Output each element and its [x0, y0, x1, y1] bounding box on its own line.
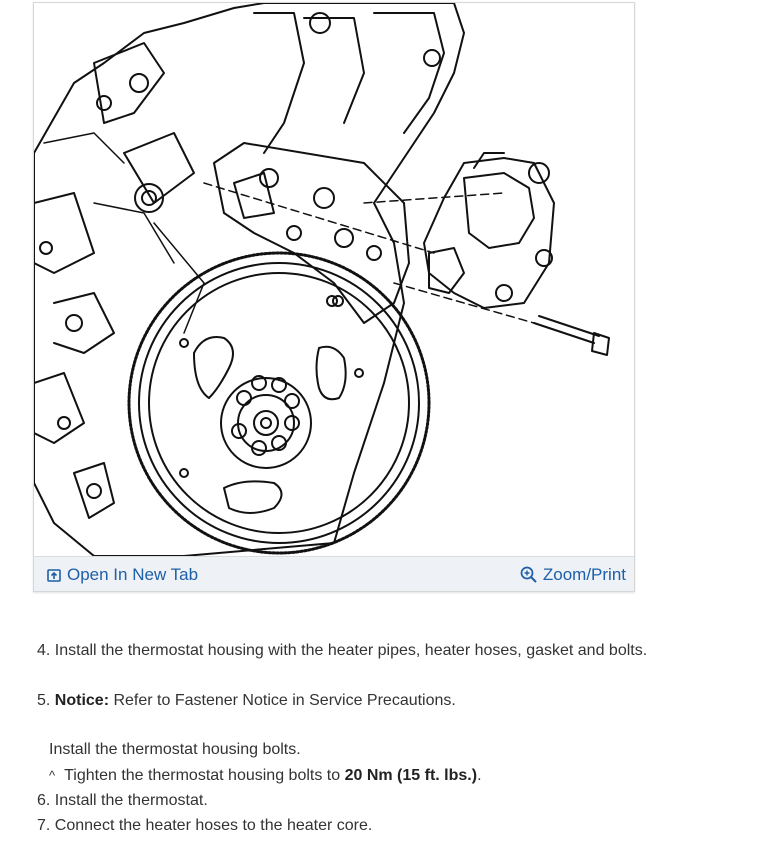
step-text: Refer to Fastener Notice in Service Precautions.: [109, 692, 456, 709]
step-text: Install the thermostat housing with the heater pipes, heater hoses, gasket and bolts.: [54, 642, 648, 659]
step-text: Install the thermostat.: [54, 792, 208, 809]
thermostat-housing: [424, 158, 554, 308]
bullet-caret: ^: [49, 768, 56, 783]
install-bolts-text: Install the thermostat housing bolts.: [49, 741, 301, 758]
zoom-print-link[interactable]: [520, 565, 626, 585]
step-number: 4.: [37, 642, 51, 659]
zoom-magnifier-icon: [520, 566, 538, 584]
tighten-text: Tighten the thermostat housing bolts to: [64, 767, 345, 784]
step-4: [37, 642, 647, 660]
open-in-new-tab-label: Open In New Tab: [67, 565, 199, 584]
diagram-figure: [33, 2, 635, 592]
step-7: [37, 817, 372, 835]
step-number: 6.: [37, 792, 51, 809]
torque-spec: 20 Nm (15 ft. lbs.): [344, 767, 478, 784]
step-6: [37, 792, 208, 810]
step-number: 5.: [37, 692, 51, 709]
tighten-suffix: .: [477, 767, 482, 784]
step-number: 7.: [37, 817, 51, 834]
front-cover: [214, 143, 409, 323]
open-in-new-tab-link[interactable]: [47, 565, 198, 585]
tighten-instruction: [49, 767, 482, 785]
step-text: Connect the heater hoses to the heater core.: [54, 817, 373, 834]
zoom-print-label: Zoom/Print: [542, 565, 626, 584]
figure-toolbar: [34, 556, 634, 591]
notice-label: Notice:: [54, 692, 110, 709]
step-5: [37, 692, 456, 710]
engine-diagram[interactable]: [34, 3, 634, 556]
open-in-new-tab-icon: [47, 568, 62, 583]
